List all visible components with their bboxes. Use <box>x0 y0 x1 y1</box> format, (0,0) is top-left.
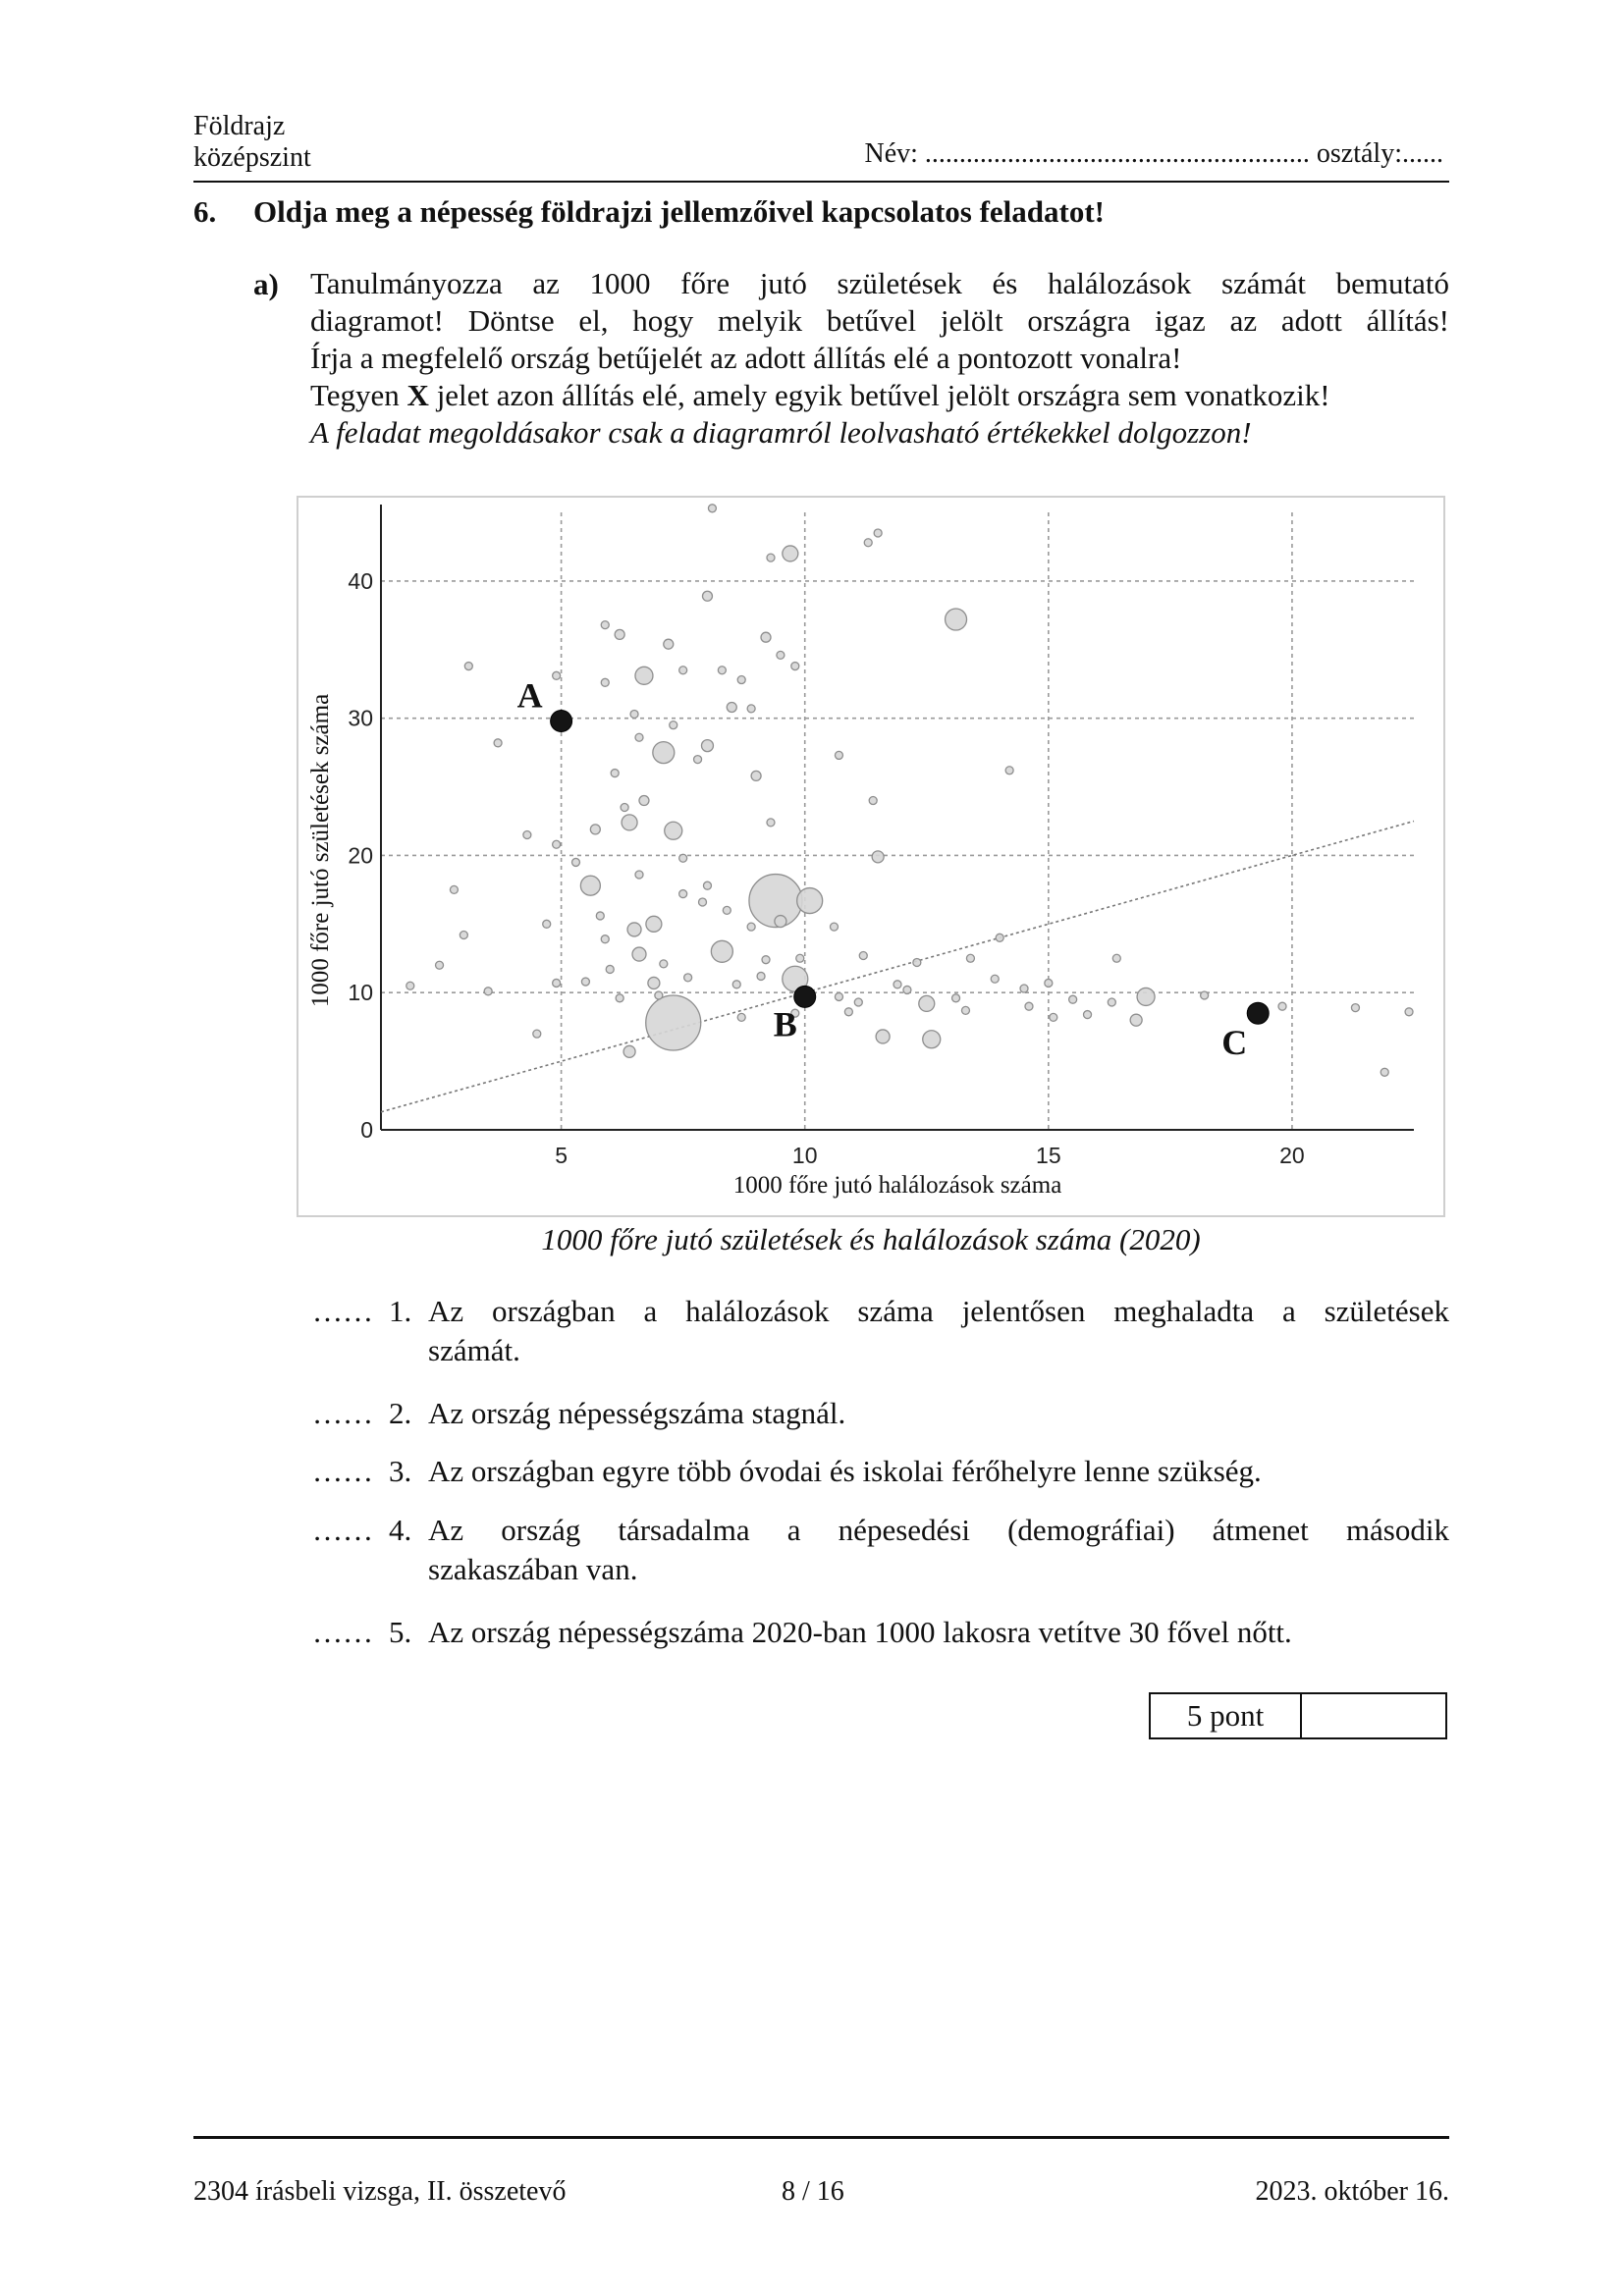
data-point <box>864 539 872 547</box>
chart-frame <box>297 496 1445 1217</box>
scatter-chart <box>298 498 1443 1215</box>
data-point <box>767 819 775 827</box>
data-point <box>601 935 609 943</box>
data-point <box>702 591 712 601</box>
data-point <box>835 751 842 759</box>
highlighted-point <box>551 710 572 731</box>
data-point <box>1112 954 1120 962</box>
chart-caption: 1000 főre jutó születések és halálozások száma (2020) <box>541 1222 1201 1256</box>
data-point <box>747 923 755 931</box>
data-point <box>601 621 609 629</box>
highlighted-point <box>794 986 816 1007</box>
statement-2 <box>312 1394 1449 1433</box>
data-point <box>737 1013 745 1021</box>
statement-line-2: számát. <box>428 1333 520 1367</box>
data-point <box>664 639 674 649</box>
data-point <box>1069 995 1077 1003</box>
y-tick-label: 10 <box>348 980 373 1006</box>
answer-blank[interactable]: …… <box>312 1454 373 1488</box>
data-point <box>523 830 531 838</box>
data-point <box>796 954 804 962</box>
data-point <box>872 851 884 863</box>
data-point <box>708 505 716 512</box>
instruction-note: A feladat megoldásakor csak a diagramról leolvasható értékekkel dolgozzon! <box>310 415 1252 450</box>
data-point <box>553 840 561 848</box>
y-tick-label: 30 <box>348 705 373 731</box>
data-point <box>913 958 921 966</box>
footer-date: 2023. október 16. <box>1255 2176 1449 2207</box>
data-point <box>621 804 628 812</box>
data-point <box>701 740 713 752</box>
data-point <box>762 956 770 964</box>
data-point <box>703 881 711 889</box>
question-title: Oldja meg a népesség földrajzi jellemzőivel kapcsolatos feladatot! <box>253 194 1105 229</box>
data-point <box>635 733 643 741</box>
data-point <box>665 822 682 839</box>
data-point <box>1137 988 1155 1005</box>
x-tick-label: 10 <box>791 1143 818 1168</box>
score-field[interactable] <box>1302 1694 1445 1737</box>
x-tick-label: 15 <box>1036 1143 1061 1168</box>
data-point <box>623 1045 635 1057</box>
instruction-line-1: Tanulmányozza az 1000 főre jutó születések és halálozások számát bemutató <box>310 266 1449 300</box>
point-label: C <box>1221 1023 1248 1063</box>
data-point <box>903 986 911 993</box>
subject-level: középszint <box>193 142 311 173</box>
data-point <box>751 771 761 780</box>
data-point <box>581 978 589 986</box>
statement-number: 5. <box>389 1615 412 1649</box>
data-point <box>484 988 492 995</box>
y-tick-label: 40 <box>348 567 373 594</box>
data-point <box>406 982 414 989</box>
data-point <box>923 1031 941 1048</box>
data-point <box>494 739 502 747</box>
data-point <box>777 651 785 659</box>
statement-number: 2. <box>389 1396 412 1430</box>
answer-blank[interactable]: …… <box>312 1513 373 1547</box>
score-box <box>1149 1692 1447 1739</box>
data-point <box>1108 998 1115 1006</box>
footer-page-number: 8 / 16 <box>782 2176 844 2207</box>
part-a-label: a) <box>253 267 279 301</box>
data-point <box>732 981 740 988</box>
data-point <box>646 916 662 932</box>
statement-line-2: szakaszában van. <box>428 1552 638 1586</box>
data-point <box>679 890 687 898</box>
data-point <box>835 992 842 1000</box>
data-point <box>627 923 641 936</box>
data-point <box>737 676 745 684</box>
data-point <box>718 667 726 674</box>
data-point <box>996 934 1003 941</box>
data-point <box>648 977 660 988</box>
statement-text: Az ország népességszáma 2020-ban 1000 lakosra vetítve 30 fővel nőtt. <box>428 1615 1292 1649</box>
data-point <box>767 554 775 561</box>
statement-number: 4. <box>389 1513 412 1547</box>
statement-line-1: Az országban a halálozások száma jelentősen meghaladta a születések <box>428 1294 1449 1328</box>
instruction-line-4-post: jelet azon állítás elé, amely egyik betűvel jelölt országra sem vonatkozik! <box>428 378 1330 412</box>
footer-divider <box>193 2136 1449 2139</box>
header-divider <box>193 181 1449 183</box>
data-point <box>611 770 619 777</box>
data-point <box>646 995 701 1050</box>
data-point <box>1005 767 1013 774</box>
statement-text <box>428 1511 1449 1589</box>
x-tick-label: 20 <box>1279 1143 1305 1168</box>
data-point <box>679 667 687 674</box>
data-point <box>791 663 799 670</box>
data-point <box>553 671 561 679</box>
data-point <box>596 912 604 920</box>
data-point <box>601 678 609 686</box>
data-point <box>1020 985 1028 992</box>
data-point <box>711 940 732 962</box>
data-point <box>747 705 755 713</box>
data-point <box>830 923 838 931</box>
header-subject <box>193 111 311 174</box>
data-point <box>616 994 623 1002</box>
data-point <box>893 981 901 988</box>
data-point <box>606 965 614 973</box>
data-point <box>854 998 862 1006</box>
data-point <box>757 972 765 980</box>
question-number: 6. <box>193 194 217 229</box>
data-point <box>660 960 668 968</box>
data-point <box>1050 1013 1057 1021</box>
data-point <box>543 920 551 928</box>
x-tick-label: 5 <box>555 1143 568 1168</box>
data-point <box>876 1030 890 1043</box>
data-point <box>655 991 663 999</box>
data-point <box>670 721 677 729</box>
statement-3 <box>312 1452 1449 1491</box>
data-point <box>699 898 707 906</box>
data-point <box>991 975 999 983</box>
data-point <box>622 815 637 830</box>
data-point <box>464 663 472 670</box>
data-point <box>961 1006 969 1014</box>
data-point <box>966 954 974 962</box>
data-point <box>775 916 786 928</box>
y-tick-label: 0 <box>360 1117 373 1143</box>
data-point <box>946 609 967 630</box>
data-point <box>1045 979 1053 987</box>
data-point <box>436 961 444 969</box>
data-point <box>1130 1014 1142 1026</box>
data-point <box>952 994 960 1002</box>
data-point <box>761 632 771 642</box>
data-point <box>1405 1008 1413 1016</box>
data-point <box>639 796 649 806</box>
score-label: 5 pont <box>1151 1694 1302 1737</box>
data-point <box>684 974 692 982</box>
data-point <box>679 854 687 862</box>
statement-1 <box>312 1292 1449 1370</box>
data-point <box>635 667 653 684</box>
data-point <box>1278 1002 1286 1010</box>
statement-text: Az ország népességszáma stagnál. <box>428 1396 846 1430</box>
data-point <box>615 629 624 639</box>
data-point <box>1380 1068 1388 1076</box>
x-mark-symbol: X <box>406 378 429 412</box>
statement-4 <box>312 1511 1449 1589</box>
data-point <box>590 825 600 834</box>
name-class-field: Név: ........................................................ osztály:...... <box>864 138 1443 169</box>
data-point <box>844 1008 852 1016</box>
data-point <box>1201 991 1209 999</box>
x-axis-title: 1000 főre jutó halálozások száma <box>732 1172 1062 1199</box>
instruction-line-4 <box>310 377 1449 414</box>
data-point <box>653 742 675 764</box>
data-point <box>694 756 702 764</box>
data-point <box>533 1030 541 1038</box>
reference-line <box>381 822 1414 1112</box>
data-point <box>1084 1011 1092 1019</box>
answer-blank[interactable]: …… <box>312 1294 373 1328</box>
footer-exam-id: 2304 írásbeli vizsga, II. összetevő <box>193 2176 567 2207</box>
data-point <box>797 888 823 914</box>
statement-5 <box>312 1613 1449 1652</box>
data-point <box>1025 1002 1033 1010</box>
instruction-line-5 <box>310 414 1449 452</box>
instruction-line-3: Írja a megfelelő ország betűjelét az adott állítás elé a pontozott vonalra! <box>310 341 1182 375</box>
data-point <box>630 710 638 718</box>
data-point <box>580 876 600 895</box>
data-point <box>635 871 643 879</box>
y-tick-label: 20 <box>348 842 373 869</box>
point-label: B <box>773 1004 797 1044</box>
statement-text: Az országban egyre több óvodai és iskolai férőhelyre lenne szükség. <box>428 1454 1262 1488</box>
data-point <box>869 797 877 805</box>
data-point <box>571 858 579 866</box>
answer-blank[interactable]: …… <box>312 1615 373 1649</box>
data-point <box>553 979 561 987</box>
data-point <box>727 702 736 712</box>
instruction-line-2: diagramot! Döntse el, hogy melyik betűvel jelölt országra igaz az adott állítás! <box>310 303 1449 338</box>
statement-line-1: Az ország társadalma a népesedési (demográfiai) átmenet második <box>428 1513 1449 1547</box>
answer-blank[interactable]: …… <box>312 1396 373 1430</box>
part-a-instructions <box>310 265 1449 452</box>
highlighted-point <box>1247 1002 1269 1024</box>
data-point <box>874 529 882 537</box>
data-point <box>859 951 867 959</box>
data-point <box>1351 1004 1359 1012</box>
data-point <box>450 885 458 893</box>
instruction-line-4-pre: Tegyen <box>310 378 407 412</box>
data-point <box>723 906 731 914</box>
subject-name: Földrajz <box>193 111 286 141</box>
data-point <box>632 947 646 961</box>
statement-text <box>428 1292 1449 1370</box>
data-point <box>783 546 798 561</box>
statement-number: 3. <box>389 1454 412 1488</box>
data-point <box>919 995 935 1011</box>
data-point <box>460 932 467 939</box>
statement-number: 1. <box>389 1294 412 1328</box>
point-label: A <box>516 675 543 716</box>
y-axis-title: 1000 főre jutó születések száma <box>307 693 334 1008</box>
